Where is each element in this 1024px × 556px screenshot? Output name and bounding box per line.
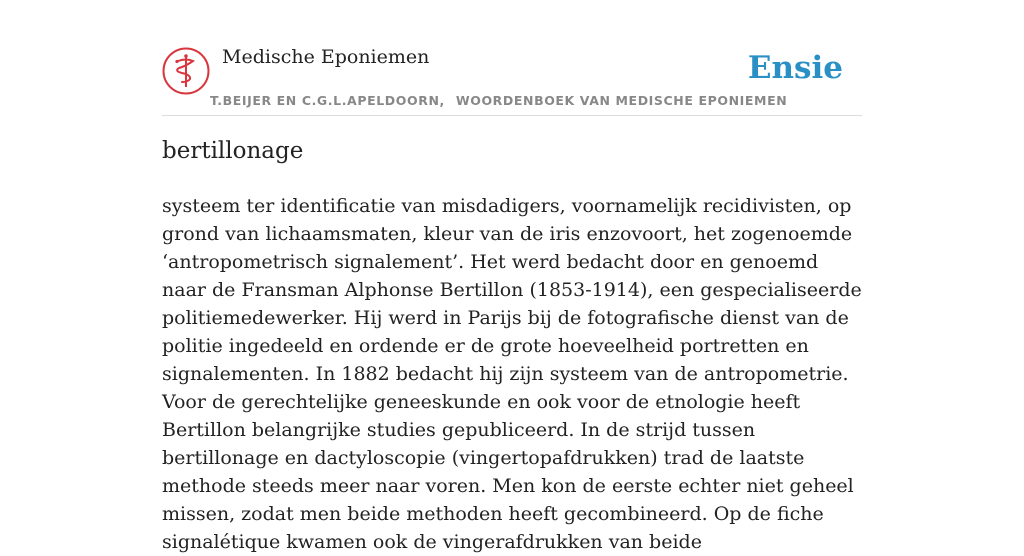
source-work: WOORDENBOEK VAN MEDISCHE EPONIEMEN: [455, 93, 788, 108]
source-line: [210, 93, 787, 108]
site-title[interactable]: Medische Eponiemen: [222, 46, 430, 68]
entry-definition: systeem ter identificatie van misdadigers, voornamelijk recidivisten, op grond van lichaamsmaten, kleur van de iris enzovoort, het zogenoemde ‘antropometrisch signalement’. Het werd bedacht door en genoemd naar de Fransman Alphonse Bertillon (1853-1914), een gespecialiseerde politiemedewerker. Hij werd in Parijs bij de fotografische dienst van de politie ingedeeld en ordende er de grote hoeveelheid portretten en signalementen. In 1882 bedacht hij zijn systeem van de antropometrie. Voor de gerechtelijke geneeskunde en ook voor de etnologie heeft Bertillon belangrijke studies gepubliceerd. In de strijd tussen bertillonage en dactyloscopie (vingertopafdrukken) trad de laatste methode steeds meer naar voren. Men kon de eerste echter niet geheel missen, zodat men beide methoden heeft gecombineerd. Op de fiche signalétique kwamen ook de vingerafdrukken van beide: [162, 195, 862, 553]
brand-logo[interactable]: Ensie: [747, 50, 843, 86]
header-divider: [162, 115, 862, 116]
source-authors: T.BEIJER EN C.G.L.APELDOORN,: [210, 93, 445, 108]
entry-headword: bertillonage: [162, 138, 304, 164]
caduceus-icon[interactable]: [162, 47, 210, 95]
